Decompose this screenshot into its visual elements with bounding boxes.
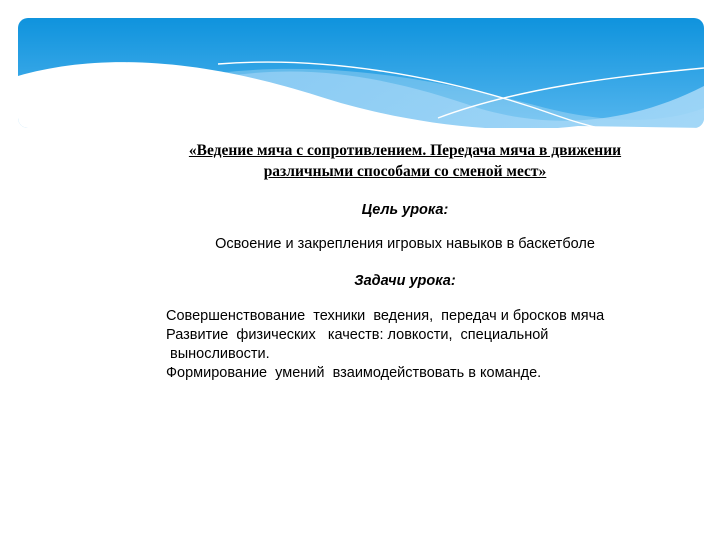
tasks-list — [160, 307, 650, 383]
task-item: Формирование умений взаимодействовать в команде. — [166, 365, 542, 381]
slide-content — [160, 140, 650, 383]
goal-text: Освоение и закрепления игровых навыков в баскетболе — [215, 236, 595, 252]
tasks-heading: Задачи урока: — [354, 273, 456, 289]
wave-decoration-icon — [18, 18, 704, 128]
task-item: Развитие физических качеств: ловкости, специальной — [166, 327, 549, 343]
task-item: выносливости. — [166, 346, 270, 362]
task-item: Совершенствование техники ведения, передач и бросков мяча — [166, 308, 605, 324]
lesson-title: «Ведение мяча с сопротивлением. Передача мяча в движении различными способами со сменой мест» — [188, 142, 622, 180]
goal-heading: Цель урока: — [361, 202, 449, 218]
header-banner — [18, 18, 704, 128]
